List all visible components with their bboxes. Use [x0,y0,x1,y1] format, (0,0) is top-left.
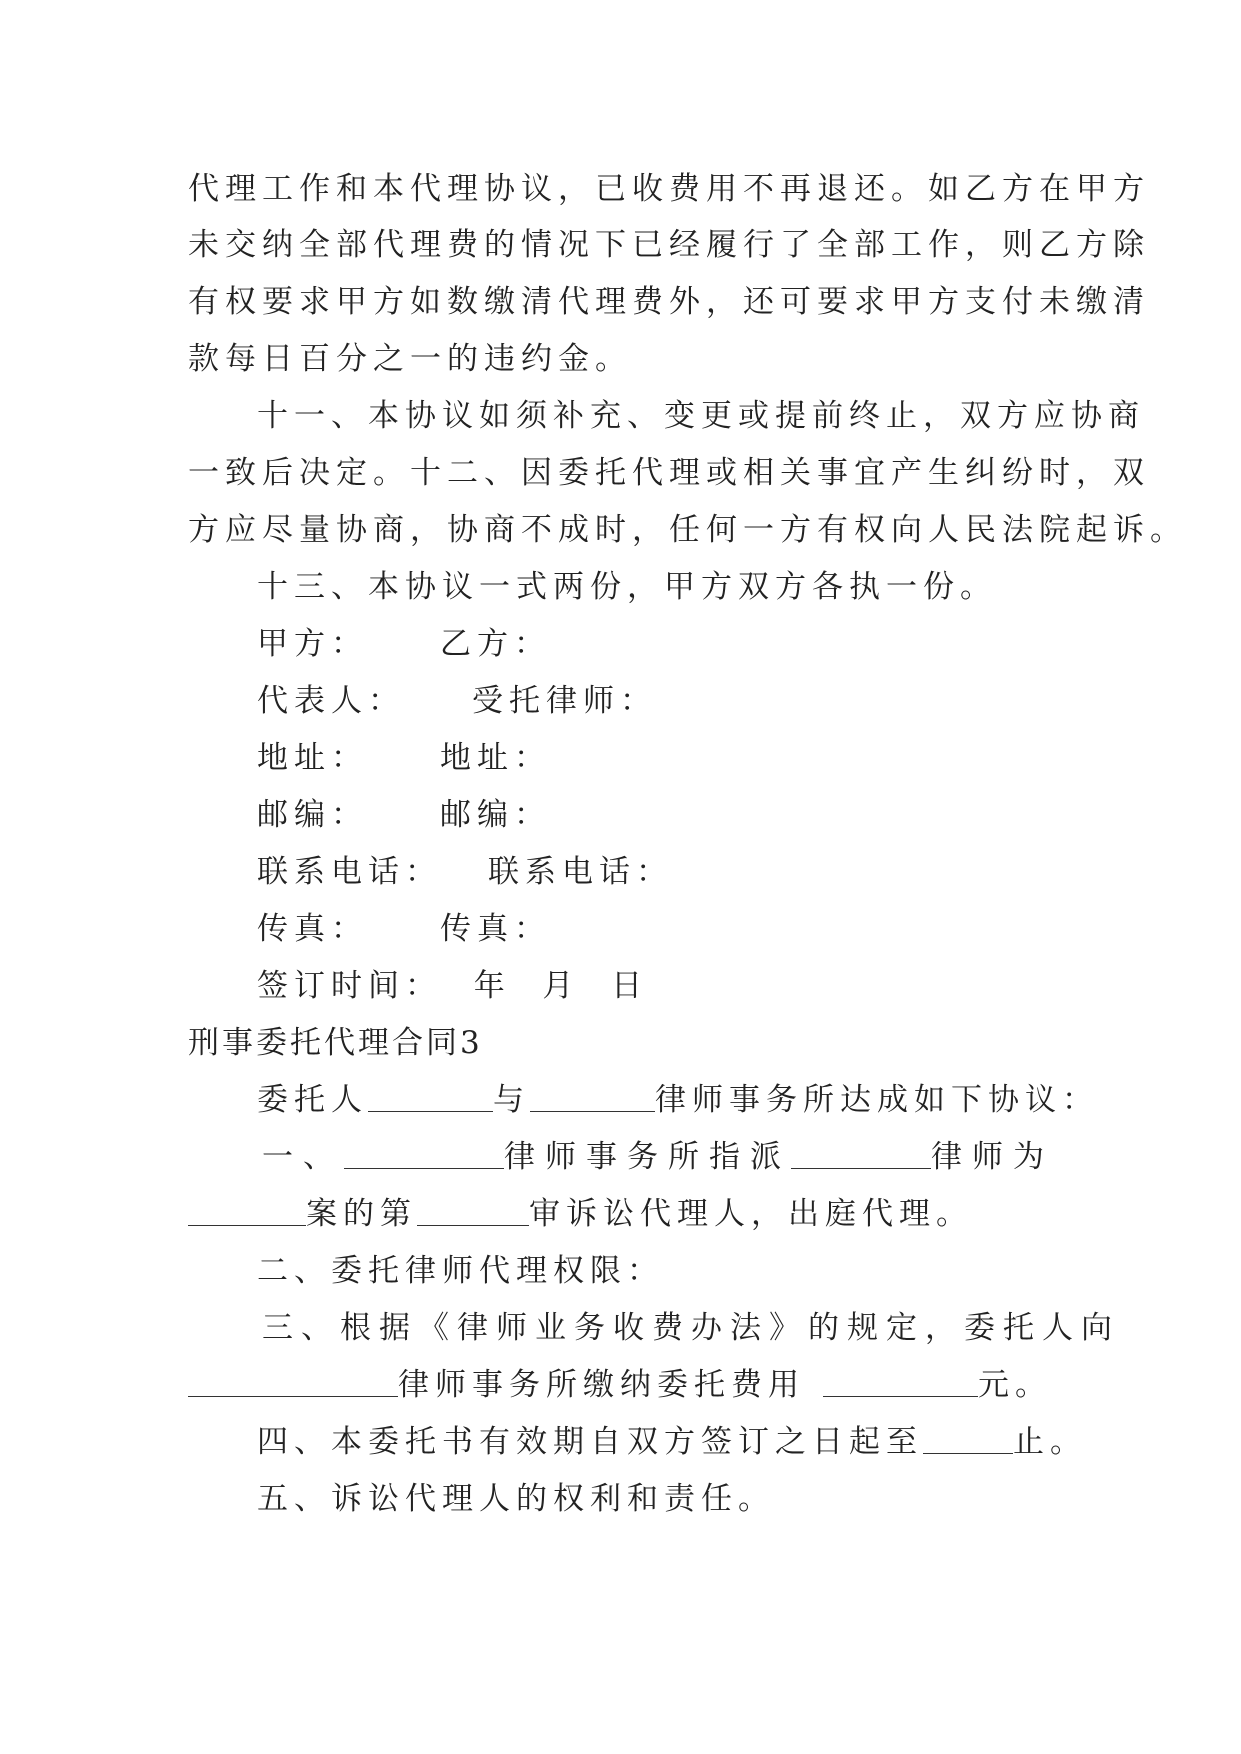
fax-b-label: 传真： [440,911,551,947]
fax-a-label: 传真： [257,911,368,947]
party-a-label: 甲方： [257,626,368,662]
item-one-cont: 案的第 审诉讼代理人，出庭代理。 [188,1199,973,1230]
paragraph-line: 方应尽量协商，协商不成时，任何一方有权向人民法院起诉。 [188,512,1187,548]
item-three-cont: 律师事务所缴纳委托费用 元。 [188,1370,1052,1401]
zip-b-label: 邮编： [440,797,551,833]
address-b-label: 地址： [440,740,551,776]
clause-thirteen: 十三、本协议一式两份，甲方双方各执一份。 [257,569,997,605]
representative-label: 代表人： [257,683,405,719]
item-one: 一、 律师事务所指派 律师为 [262,1139,1054,1175]
blank-case-name [188,1199,306,1226]
signing-date-label: 签订时间： 年 月 日 [257,968,649,1004]
blank-lawyer-name [791,1142,931,1169]
paragraph-line: 款每日百分之一的违约金。 [188,341,632,377]
blank-law-firm [530,1085,655,1112]
contract-intro: 委托人 与 律师事务所达成如下协议： [257,1082,1099,1118]
blank-end-date [923,1427,1013,1454]
entrusted-lawyer-label: 受托律师： [472,683,657,719]
address-a-label: 地址： [257,740,368,776]
paragraph-line: 代理工作和本代理协议，已收费用不再退还。如乙方在甲方 [188,171,1150,207]
phone-a-label: 联系电话： [257,854,442,890]
paragraph-line: 有权要求甲方如数缴清代理费外，还可要求甲方支付未缴清 [188,284,1150,320]
zip-a-label: 邮编： [257,797,368,833]
blank-fee-amount [823,1370,978,1397]
paragraph-line: 未交纳全部代理费的情况下已经履行了全部工作，则乙方除 [188,227,1150,263]
paragraph-line: 一致后决定。十二、因委托代理或相关事宜产生纠纷时，双 [188,455,1150,491]
blank-firm-name [344,1142,504,1169]
party-b-label: 乙方： [440,626,551,662]
blank-firm-fee [188,1370,398,1397]
blank-instance [417,1199,529,1226]
item-four: 四、本委托书有效期自双方签订之日起至 止。 [257,1424,1087,1460]
item-three: 三、根据《律师业务收费办法》的规定，委托人向 [262,1310,1120,1346]
contract-title: 刑事委托代理合同3 [188,1025,483,1061]
phone-b-label: 联系电话： [488,854,673,890]
item-five: 五、诉讼代理人的权利和责任。 [257,1481,775,1517]
blank-client [368,1085,493,1112]
clause-eleven: 十一、本协议如须补充、变更或提前终止，双方应协商 [257,398,1145,434]
item-two: 二、委托律师代理权限： [257,1253,664,1289]
